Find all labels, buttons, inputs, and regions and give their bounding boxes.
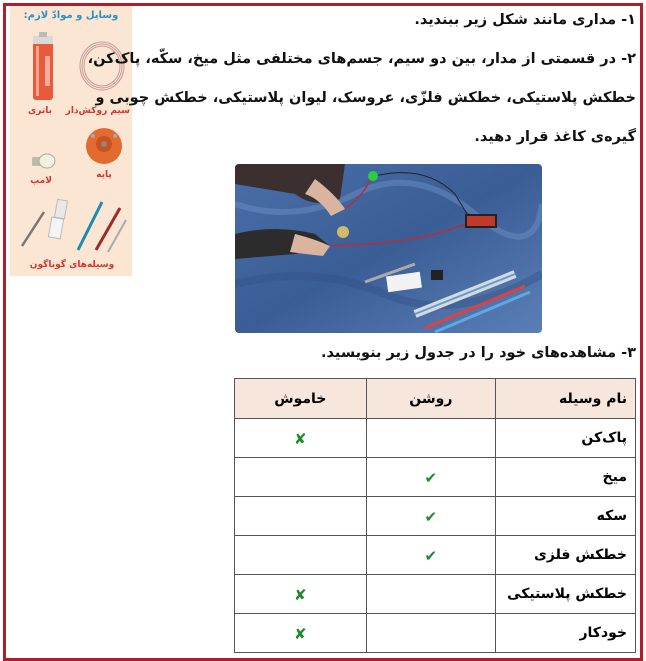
table-row <box>235 419 636 458</box>
row-item-name: سکه <box>496 497 636 536</box>
on-mark: ✔ <box>424 546 438 565</box>
row-item-name: خطکش فلزی <box>496 536 636 575</box>
header-on: روشن <box>366 379 495 419</box>
off-mark: ✘ <box>294 585 307 604</box>
table-row <box>235 458 636 497</box>
misc-label: وسیله‌های گوناگون <box>29 260 115 270</box>
wire-label: سیم روکش‌دار <box>65 106 130 116</box>
step-2-line-3: گیره‌ی کاغذ قرار دهید. <box>474 129 636 145</box>
table-row <box>235 614 636 653</box>
holder-label: پایه <box>96 170 112 180</box>
table-row <box>235 497 636 536</box>
step-2-line-1: ۲- در قسمتی از مدار، بین دو سیم، جسم‌های مختلفی مثل میخ، سکّه، پاک‌کن، <box>87 51 636 67</box>
circuit-photo <box>235 164 542 333</box>
materials-sidebar <box>10 6 132 276</box>
lamp-label: لامپ <box>30 176 52 186</box>
misc-objects-illustration <box>16 196 128 254</box>
table-header-row <box>235 379 636 419</box>
lamp-illustration <box>32 152 56 170</box>
battery-illustration <box>30 32 56 104</box>
step-2-line-2: خطکش پلاستیکی، خطکش فلزّی، عروسک، لیوان پلاستیکی، خطکش چوبی و <box>95 90 636 106</box>
header-item-name: نام وسیله <box>496 379 636 419</box>
off-mark: ✘ <box>294 429 307 448</box>
table-row <box>235 575 636 614</box>
row-item-name: خطکش پلاستیکی <box>496 575 636 614</box>
table-row <box>235 536 636 575</box>
header-off: خاموش <box>235 379 367 419</box>
off-mark: ✘ <box>294 624 307 643</box>
step-3: ۳- مشاهده‌های خود را در جدول زیر بنویسید. <box>321 345 636 361</box>
on-mark: ✔ <box>424 507 438 526</box>
materials-title: وسایل و موادّ لازم: <box>23 10 119 21</box>
row-item-name: میخ <box>496 458 636 497</box>
row-item-name: خودکار <box>496 614 636 653</box>
battery-label: باتری <box>28 106 52 116</box>
on-mark: ✔ <box>424 468 438 487</box>
row-item-name: پاک‌کن <box>496 419 636 458</box>
observation-table <box>234 378 636 653</box>
step-1: ۱- مداری مانند شکل زیر ببندید. <box>414 12 636 28</box>
holder-illustration <box>84 122 124 166</box>
